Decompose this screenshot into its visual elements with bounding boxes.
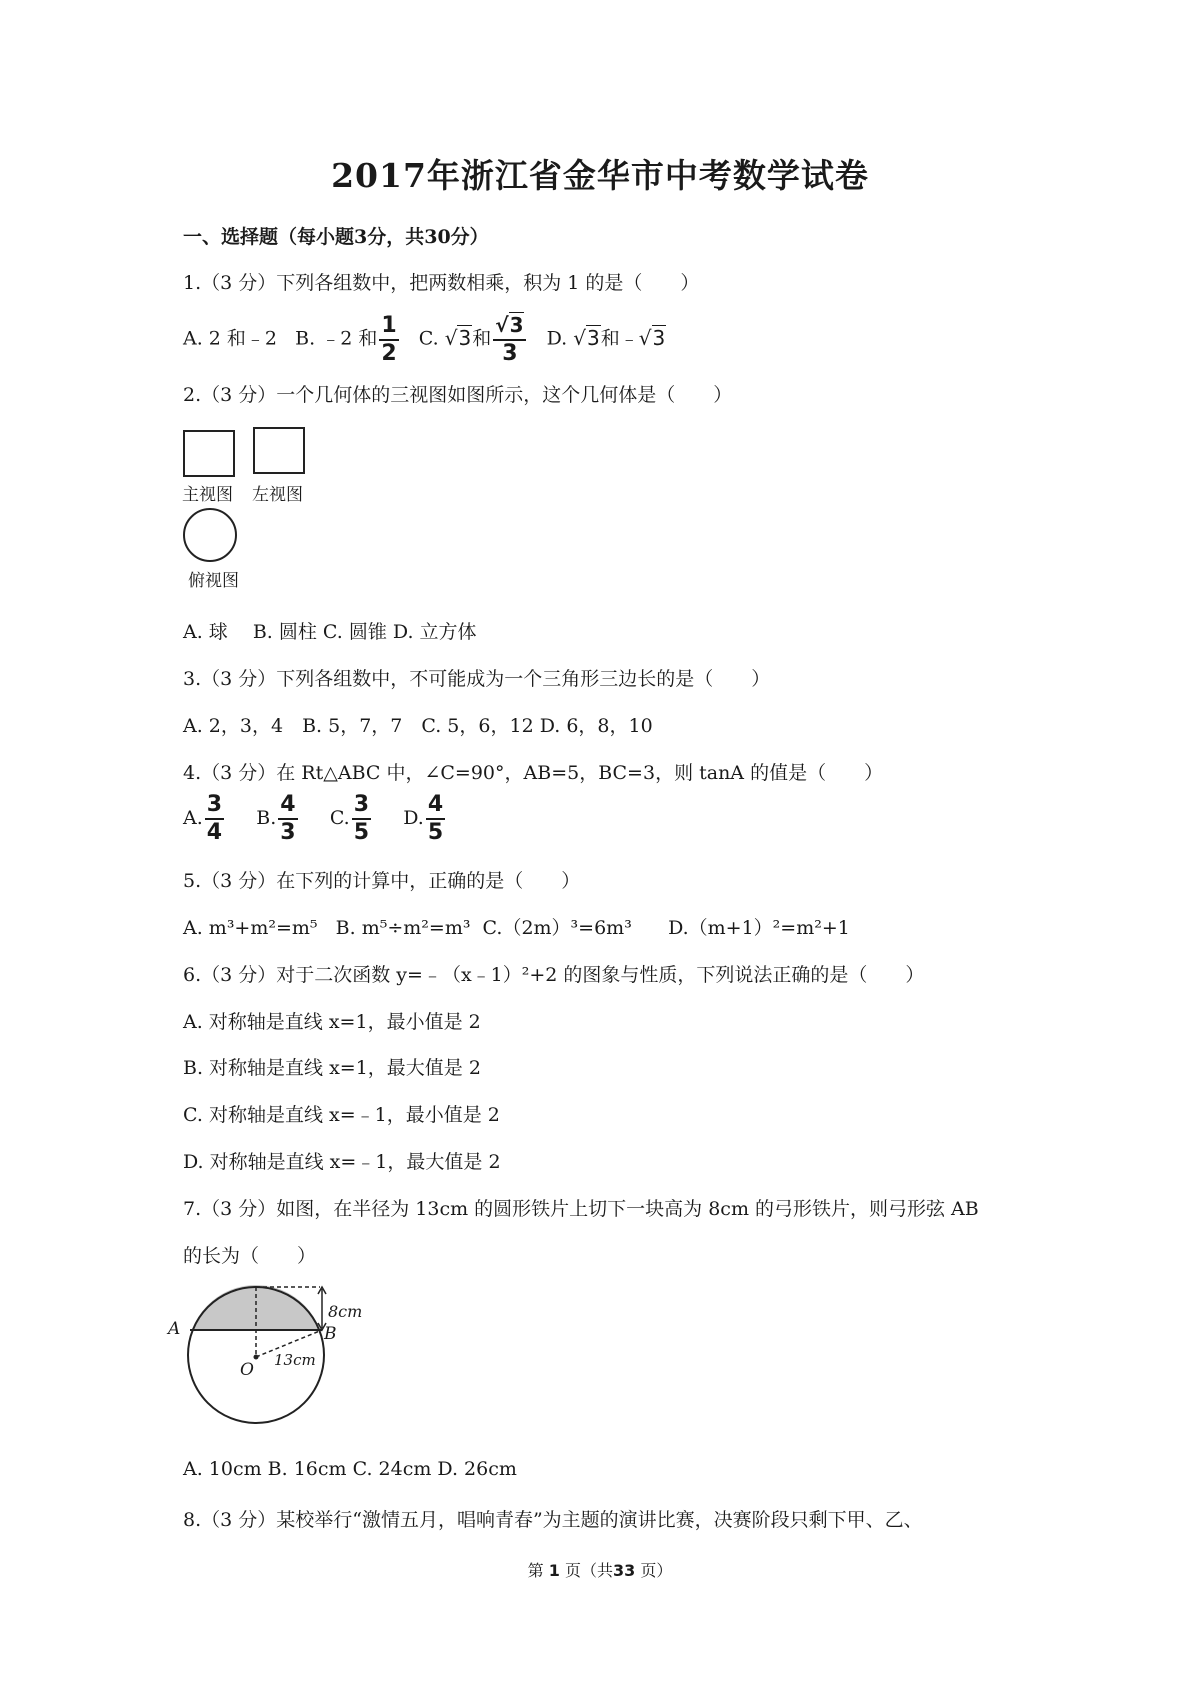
q3-options: A. 2，3，4 B. 5，7，7 C. 5，6，12 D. 6，8，10 [183, 715, 653, 737]
sqrt-icon: √3 [573, 325, 600, 350]
label-13cm: 13cm [274, 1351, 316, 1369]
q5-option-d: D.（m+1）²=m²+1 [668, 917, 850, 939]
q8-stem: 8.（3 分）某校举行“激情五月，唱响青春”为主题的演讲比赛，决赛阶段只剩下甲、乙、 [183, 1509, 923, 1531]
q4-fraction-c: $\frac{3}{5}$ [353, 792, 370, 845]
q4-fraction-b: $\frac{4}{3}$ [280, 792, 296, 845]
q5-option-a: A. m³+m²=m⁵ [183, 917, 318, 939]
q1-stem: 1.（3 分）下列各组数中，把两数相乘，积为 1 的是（ ） [183, 272, 700, 294]
q4-fraction-d: $\frac{4}{5}$ [427, 792, 444, 845]
section-heading: 一、选择题（每小题3分，共30分） [183, 226, 489, 248]
center-point [254, 1355, 259, 1360]
page-number: 1 [548, 1561, 560, 1580]
q1-options: A. 2 和﹣2 B. ﹣2 和 $\frac{1}{2}$ C. √3和 $\frac{√3}{3}$ D. √3和﹣√3 [183, 312, 666, 366]
q1-fraction-c: $\frac{√3}{3}$ [493, 312, 526, 367]
q1-option-a: A. 2 和﹣2 [183, 327, 278, 350]
q6-option-c: C. 对称轴是直线 x=﹣1，最小值是 2 [183, 1104, 500, 1126]
q7-options: A. 10cm B. 16cm C. 24cm D. 26cm [183, 1458, 517, 1480]
q3-stem: 3.（3 分）下列各组数中，不可能成为一个三角形三边长的是（ ） [183, 668, 771, 690]
q6-option-b: B. 对称轴是直线 x=1，最大值是 2 [183, 1057, 481, 1079]
q5-options [183, 913, 850, 940]
page-footer: 第 1 页（共33 页） [527, 1561, 673, 1580]
q2-options: A. 球 B. 圆柱 C. 圆锥 D. 立方体 [183, 621, 477, 643]
q5-option-c: C.（2m）³=6m³ [482, 917, 632, 939]
q6-option-d: D. 对称轴是直线 x=﹣1，最大值是 2 [183, 1151, 501, 1173]
left-view-label: 左视图 [252, 485, 303, 505]
q7-stem-line2: 的长为（ ） [183, 1245, 317, 1267]
label-b: B [324, 1324, 337, 1344]
q4-fraction-a: $\frac{3}{4}$ [206, 792, 223, 845]
q5-option-b: B. m⁵÷m²=m³ [335, 917, 471, 939]
q4-options: A. $\frac{3}{4}$ B. $\frac{4}{3}$ C. $\frac{3}{5}$ D. $\frac{4}{5}$ [183, 792, 444, 845]
q4-stem: 4.（3 分）在 Rt△ABC 中，∠C=90°，AB=5，BC=3，则 tanA 的值是（ ） [183, 762, 884, 784]
q1-option-c: C. [418, 327, 439, 350]
sqrt-icon: √3 [638, 325, 666, 350]
left-view-square [254, 428, 304, 473]
q6-stem: 6.（3 分）对于二次函数 y=﹣（x﹣1）²+2 的图象与性质，下列说法正确的是（ ） [183, 964, 925, 986]
q1-option-d: D. [546, 327, 568, 350]
q6-option-a: A. 对称轴是直线 x=1，最小值是 2 [183, 1011, 481, 1033]
label-o: O [240, 1360, 254, 1380]
q2-stem: 2.（3 分）一个几何体的三视图如图所示，这个几何体是（ ） [183, 384, 733, 406]
q5-stem: 5.（3 分）在下列的计算中，正确的是（ ） [183, 870, 581, 892]
page-title: 2017年浙江省金华市中考数学试卷 [331, 156, 869, 195]
front-view-label: 主视图 [182, 485, 233, 505]
top-view-circle [184, 509, 236, 561]
front-view-square [184, 431, 234, 476]
q7-stem-line1: 7.（3 分）如图，在半径为 13cm 的圆形铁片上切下一块高为 8cm 的弓形铁片，则弓形弦 AB [183, 1198, 979, 1220]
q1-fraction-b: $\frac{1}{2}$ [381, 312, 397, 366]
label-8cm: 8cm [328, 1302, 363, 1321]
page-total: 33 [612, 1561, 636, 1580]
label-a: A [168, 1319, 181, 1339]
q1-option-b: B. ﹣2 和 [295, 327, 378, 350]
top-view-label: 俯视图 [188, 571, 239, 591]
sqrt-icon: √3 [444, 325, 472, 350]
